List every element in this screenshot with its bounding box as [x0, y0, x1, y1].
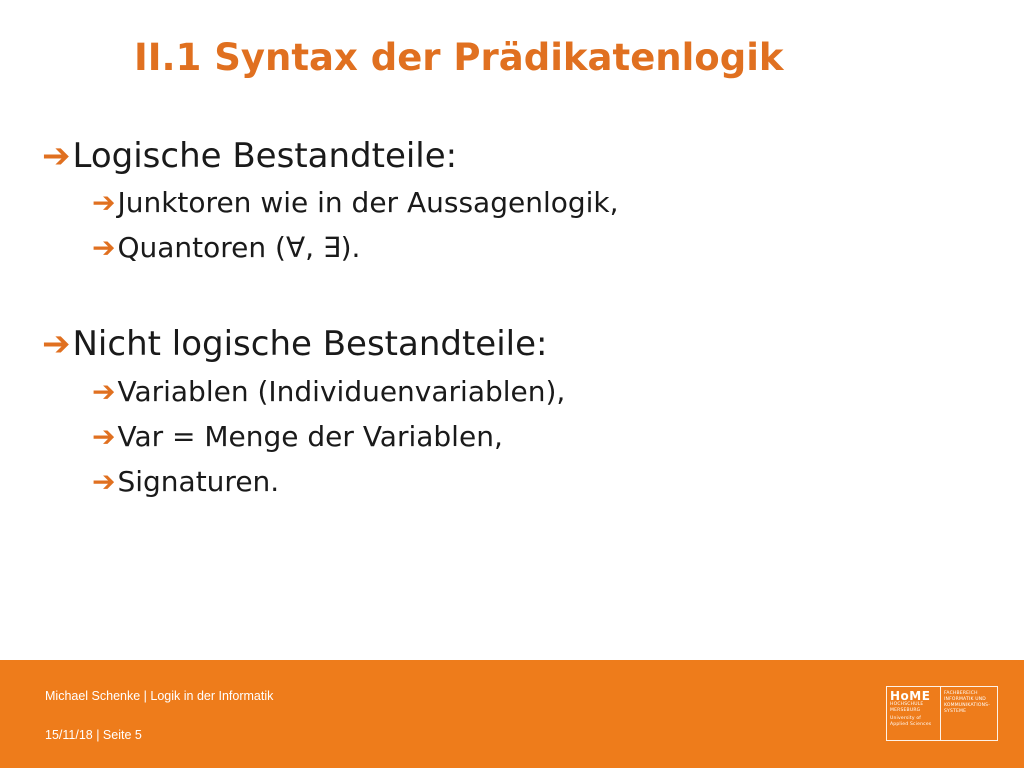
right-arrow-icon: ➔ — [42, 136, 71, 176]
logo-dept-line: SYSTEME — [944, 709, 967, 714]
slide-footer — [0, 660, 1024, 768]
sub-bullet-junktoren — [92, 186, 619, 219]
sub-bullet-signaturen — [92, 465, 279, 498]
sub-bullet-quantoren — [92, 231, 360, 264]
right-arrow-icon: ➔ — [42, 324, 71, 364]
sub-bullet-var — [92, 420, 503, 453]
logo-school-block — [887, 687, 941, 740]
logo-dept-line: INFORMATIK UND — [944, 697, 986, 702]
sub-bullet-text: Variablen (Individuenvariablen), — [117, 375, 566, 408]
sub-bullet-variablen — [92, 375, 565, 408]
bullet-text: Logische Bestandteile: — [72, 136, 458, 176]
right-arrow-icon: ➔ — [92, 230, 116, 264]
sub-bullet-text: Var = Menge der Variablen, — [117, 420, 503, 453]
university-logo — [886, 686, 998, 741]
sub-bullet-text: Quantoren (∀, ∃). — [117, 231, 361, 264]
logo-mark: HoME — [890, 689, 931, 703]
logo-department-block — [941, 687, 997, 740]
logo-school-line: HOCHSCHULE — [890, 702, 924, 707]
right-arrow-icon: ➔ — [92, 185, 116, 219]
footer-author-course: Michael Schenke | Logik in der Informatik — [45, 689, 274, 703]
sub-bullet-text: Junktoren wie in der Aussagenlogik, — [117, 186, 619, 219]
logo-tagline: University of — [890, 716, 922, 721]
right-arrow-icon: ➔ — [92, 374, 116, 408]
slide-title: II.1 Syntax der Prädikatenlogik — [134, 36, 784, 79]
logo-school-line: MERSEBURG — [890, 707, 921, 713]
right-arrow-icon: ➔ — [92, 464, 116, 498]
logo-tagline: Applied Sciences — [890, 721, 932, 727]
bullet-nicht-logische-bestandteile — [42, 324, 548, 364]
logo-dept-line: KOMMUNIKATIONS- — [944, 703, 991, 708]
right-arrow-icon: ➔ — [92, 419, 116, 453]
bullet-logische-bestandteile — [42, 136, 457, 176]
footer-date-page: 15/11/18 | Seite 5 — [45, 728, 142, 742]
sub-bullet-text: Signaturen. — [117, 465, 280, 498]
bullet-text: Nicht logische Bestandteile: — [72, 324, 548, 364]
logo-dept-line: FACHBEREICH — [944, 691, 978, 696]
